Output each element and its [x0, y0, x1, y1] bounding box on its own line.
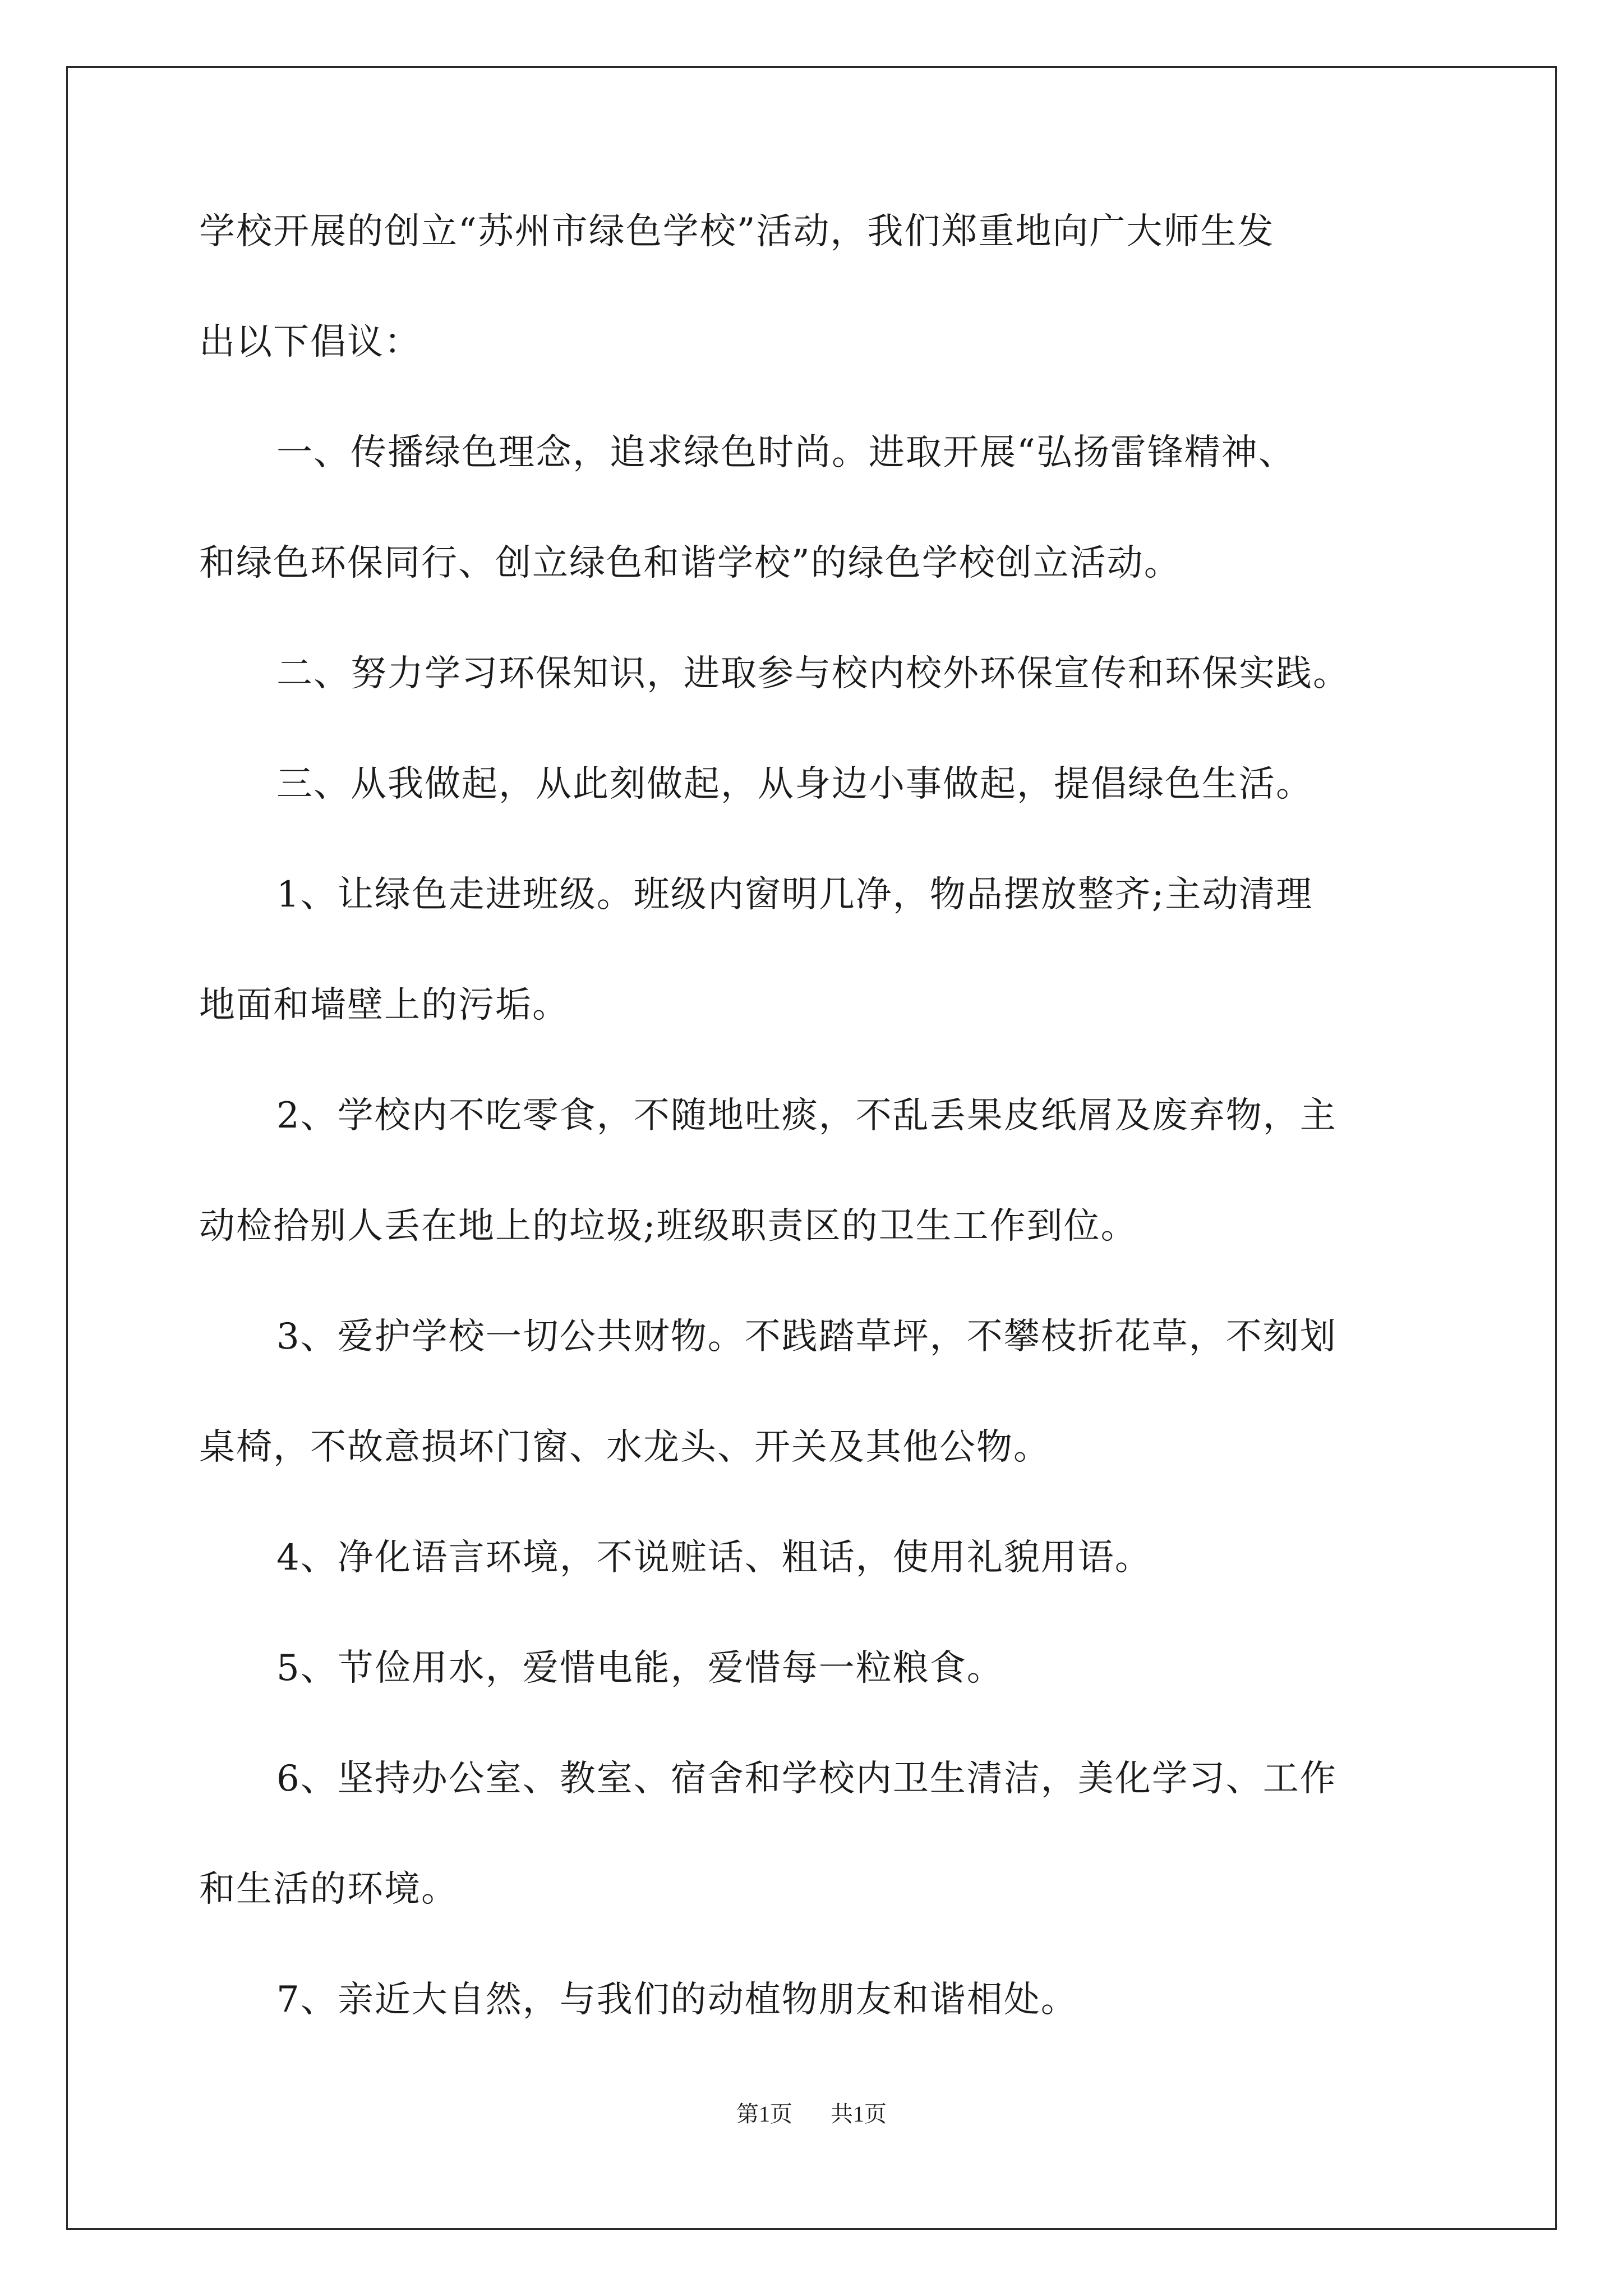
paragraph-line: 5、节俭用水，爱惜电能，爱惜每一粒粮食。 [276, 1648, 1004, 1689]
page-footer [0, 2100, 1623, 2128]
paragraph-line: 学校开展的创立“苏州市绿色学校”活动，我们郑重地向广大师生发 [199, 211, 1275, 252]
page-number-current: 第1页 [736, 2101, 792, 2127]
paragraph-line: 3、爱护学校一切公共财物。不践踏草坪，不攀枝折花草，不刻划 [276, 1316, 1337, 1358]
paragraph-line: 和生活的环境。 [199, 1869, 458, 1910]
paragraph-line: 7、亲近大自然，与我们的动植物朋友和谐相处。 [276, 1979, 1078, 2021]
paragraph-line: 一、传播绿色理念，追求绿色时尚。进取开展“弘扬雷锋精神、 [276, 432, 1295, 473]
page-number-total: 共1页 [831, 2101, 887, 2127]
paragraph-line: 1、让绿色走进班级。班级内窗明几净，物品摆放整齐;主动清理 [276, 874, 1313, 915]
paragraph-line: 二、努力学习环保知识，进取参与校内校外环保宣传和环保实践。 [276, 653, 1350, 694]
paragraph-line: 6、坚持办公室、教室、宿舍和学校内卫生清洁，美化学习、工作 [276, 1758, 1337, 1800]
paragraph-line: 地面和墙壁上的污垢。 [199, 984, 569, 1026]
paragraph-line: 和绿色环保同行、创立绿色和谐学校”的绿色学校创立活动。 [199, 542, 1181, 584]
paragraph-line: 出以下倡议： [199, 321, 421, 363]
paragraph-line: 4、净化语言环境，不说赃话、粗话，使用礼貌用语。 [276, 1537, 1152, 1579]
paragraph-line: 桌椅，不故意损坏门窗、水龙头、开关及其他公物。 [199, 1427, 1050, 1468]
paragraph-line: 三、从我做起，从此刻做起，从身边小事做起，提倡绿色生活。 [276, 763, 1313, 805]
paragraph-line: 动检拾别人丢在地上的垃圾;班级职责区的卫生工作到位。 [199, 1205, 1138, 1247]
paragraph-line: 2、学校内不吃零食，不随地吐痰，不乱丢果皮纸屑及废弃物，主 [276, 1095, 1337, 1137]
